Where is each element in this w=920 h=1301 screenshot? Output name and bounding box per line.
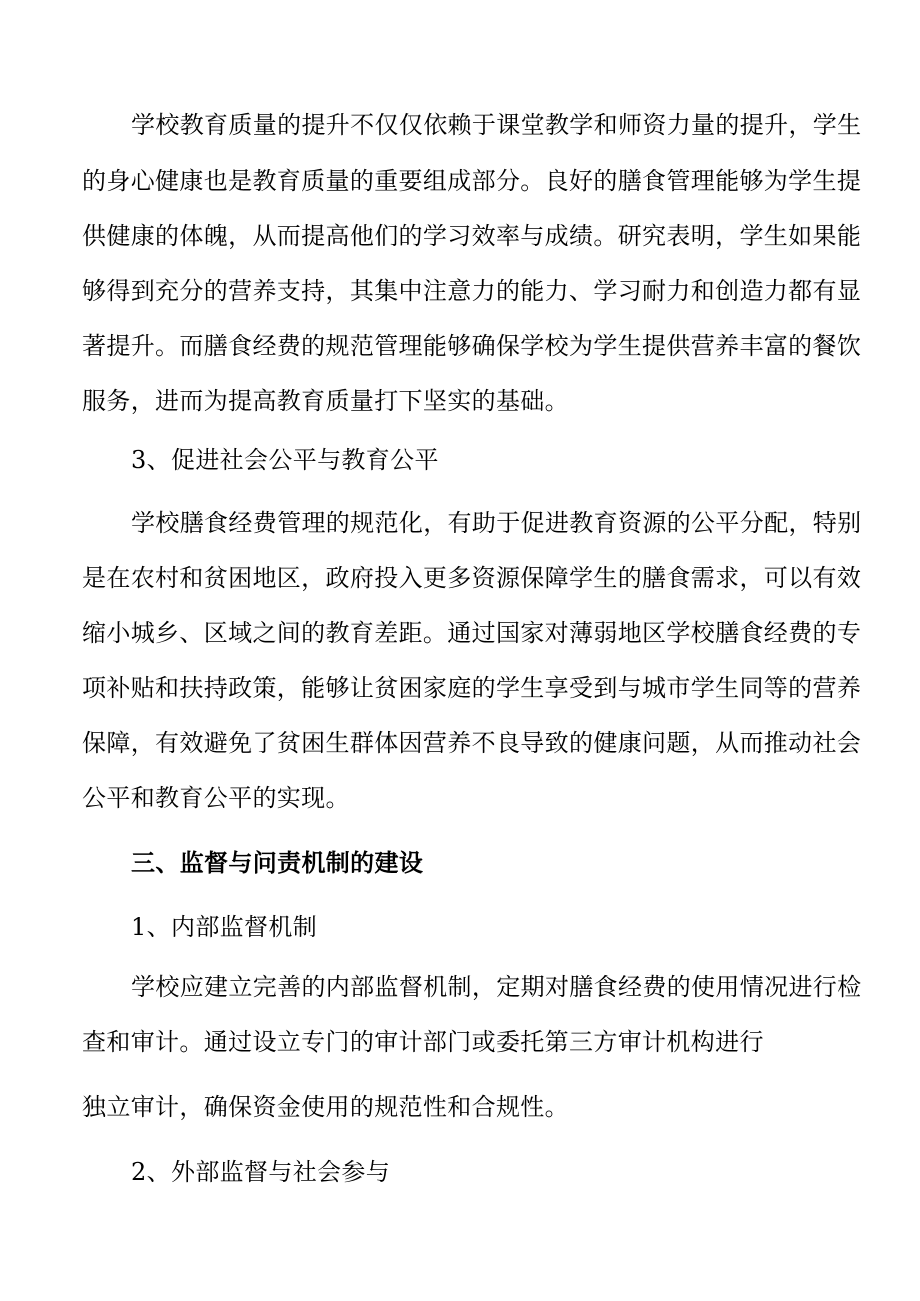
paragraph-line: 供健康的体魄，从而提高他们的学习效率与成绩。研究表明，学生如果能 bbox=[82, 222, 862, 250]
subheading-3: 3、促进社会公平与教育公平 bbox=[131, 446, 439, 474]
paragraph-line: 够得到充分的营养支持，其集中注意力的能力、学习耐力和创造力都有显 bbox=[82, 277, 862, 305]
paragraph-line: 学校膳食经费管理的规范化，有助于促进教育资源的公平分配，特别 bbox=[131, 509, 862, 537]
paragraph-line: 缩小城乡、区域之间的教育差距。通过国家对薄弱地区学校膳食经费的专 bbox=[82, 619, 862, 647]
paragraph-line: 项补贴和扶持政策，能够让贫困家庭的学生享受到与城市学生同等的营养 bbox=[82, 674, 862, 702]
subheading-2: 2、外部监督与社会参与 bbox=[131, 1158, 391, 1186]
paragraph-line: 查和审计。通过设立专门的审计部门或委托第三方审计机构进行 bbox=[82, 1028, 764, 1056]
paragraph-line: 保障，有效避免了贫困生群体因营养不良导致的健康问题，从而推动社会 bbox=[82, 729, 862, 757]
paragraph-line: 的身心健康也是教育质量的重要组成部分。良好的膳食管理能够为学生提 bbox=[82, 167, 862, 195]
paragraph-line: 著提升。而膳食经费的规范管理能够确保学校为学生提供营养丰富的餐饮 bbox=[82, 332, 862, 360]
paragraph-line: 服务，进而为提高教育质量打下坚实的基础。 bbox=[82, 387, 569, 415]
paragraph-line: 独立审计，确保资金使用的规范性和合规性。 bbox=[82, 1093, 569, 1121]
subheading-1: 1、内部监督机制 bbox=[131, 913, 318, 941]
paragraph-line: 学校教育质量的提升不仅仅依赖于课堂教学和师资力量的提升，学生 bbox=[131, 111, 862, 139]
paragraph-line: 学校应建立完善的内部监督机制，定期对膳食经费的使用情况进行检 bbox=[131, 973, 862, 1001]
section-heading: 三、监督与问责机制的建设 bbox=[131, 848, 424, 877]
paragraph-line: 公平和教育公平的实现。 bbox=[82, 784, 350, 812]
paragraph-line: 是在农村和贫困地区，政府投入更多资源保障学生的膳食需求，可以有效 bbox=[82, 564, 862, 592]
